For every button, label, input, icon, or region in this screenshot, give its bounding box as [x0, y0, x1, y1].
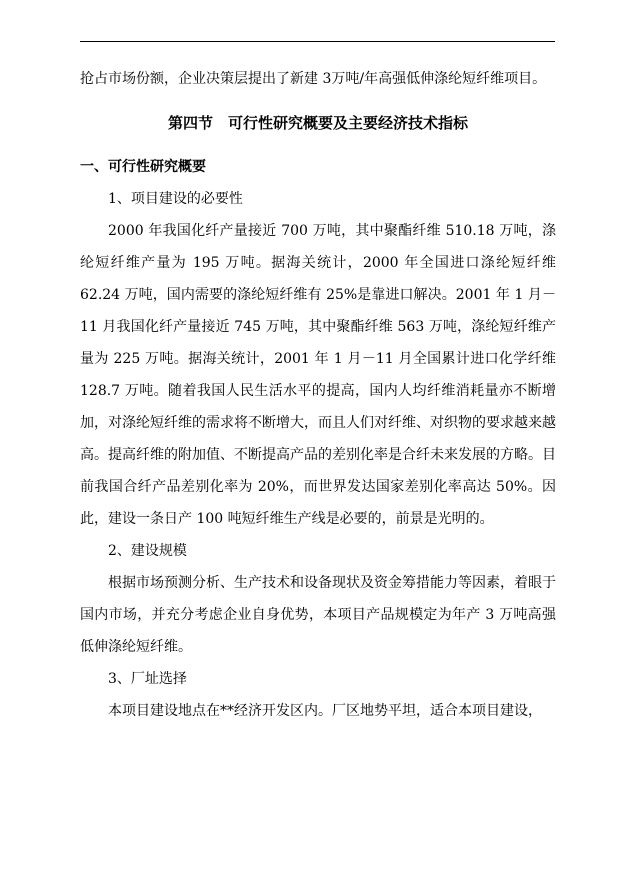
heading-feasibility-summary: 一、可行性研究概要 [80, 159, 206, 175]
subsection-scale-body: 根据市场预测分析、生产技术和设备现状及资金筹措能力等因素，着眼于国内市场，并充分考虑企业自身优势，本项目产品规模定为年产 3 万吨高强低伸涤纶短纤维。 [80, 575, 556, 655]
section-title: 第四节 可行性研究概要及主要经济技术指标 [167, 114, 468, 132]
document-body [80, 63, 556, 727]
subsection-necessity-title: 1、项目建设的必要性 [108, 191, 243, 207]
header-rule [80, 41, 555, 42]
subsection-site-title: 3、厂址选择 [108, 671, 187, 687]
subsection-necessity-body: 2000 年我国化纤产量接近 700 万吨，其中聚酯纤维 510.18 万吨，涤纶短纤维产量为 195 万吨。据海关统计，2000 年全国进口涤纶短纤维 62.24 万吨，国内需要的涤纶短纤维有 25%是靠进口解决。2001 年 1 月－11 月我国化纤产量接近 745 万吨，其中聚酯纤维 563 万吨，涤纶短纤维产量为 225 万吨。据海关统计，2001 年 1 月－11 月全国累计进口化学纤维 128.7 万吨。随着我国人民生活水平的提高，国内人均纤维消耗量亦不断增加，对涤纶短纤维的需求将不断增大，而且人们对纤维、对织物的要求越来越高。提高纤维的附加值、不断提高产品的差别化率是合纤未来发展的方略。目前我国合纤产品差别化率为 20%，而世界发达国家差别化率高达 50%。因此，建设一条日产 100 吨短纤维生产线是必要的，前景是光明的。 [80, 223, 556, 527]
intro-paragraph: 抢占市场份额，企业决策层提出了新建 3万吨/年高强低伸涤纶短纤维项目。 [80, 71, 547, 87]
subsection-scale-title: 2、建设规模 [108, 543, 187, 559]
subsection-site-body: 本项目建设地点在**经济开发区内。厂区地势平坦，适合本项目建设， [108, 703, 542, 719]
